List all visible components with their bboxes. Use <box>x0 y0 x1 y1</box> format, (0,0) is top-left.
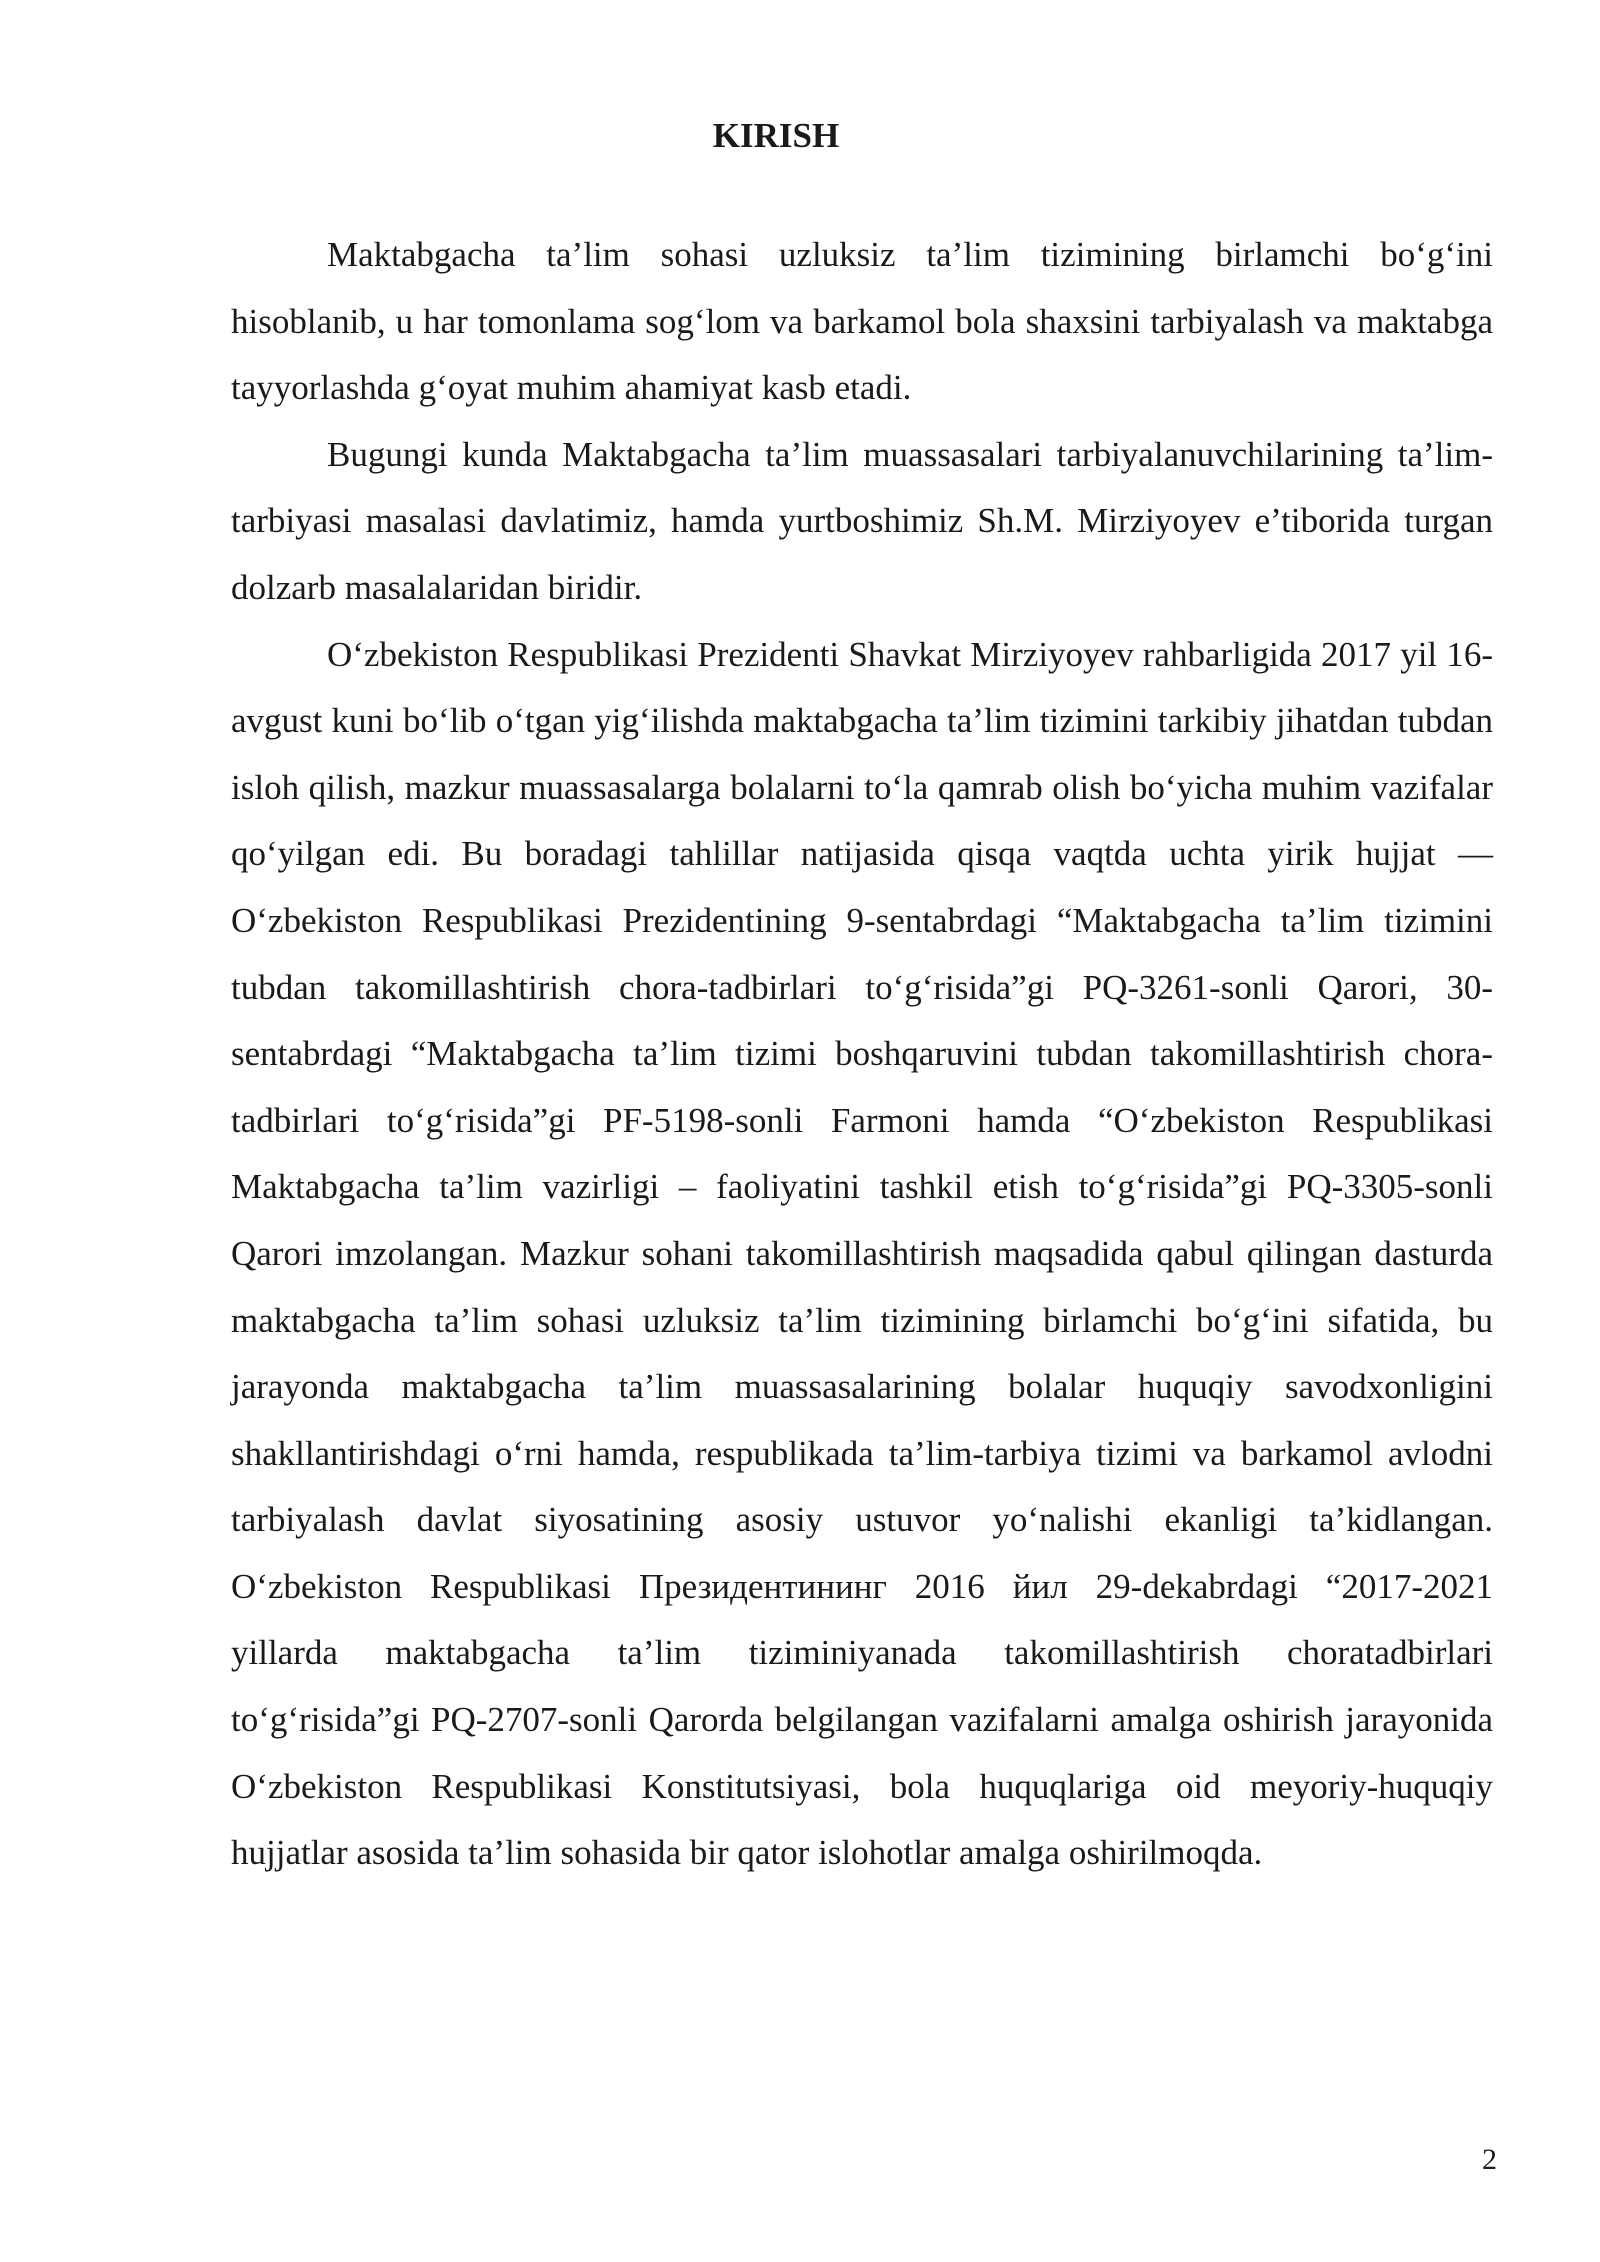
paragraph-1: Maktabgacha ta’lim sohasi uzluksiz ta’lim tizimining birlamchi bo‘g‘ini hisoblanib, u har tomonlama sog‘lom va barkamol bola shaxsini tarbiyalash va maktabga tayyorlashda g‘oyat muhim ahamiyat kasb etadi. <box>231 235 1493 408</box>
body-text <box>231 222 1493 1887</box>
paragraph-2: Bugungi kunda Maktabgacha ta’lim muassasalari tarbiyalanuvchilarining ta’lim-tarbiyasi masalasi davlatimiz, hamda yurtboshimiz Sh.M. Mirziyoyev e’tiborida turgan dolzarb masalalaridan biridir. <box>231 434 1493 607</box>
paragraph-3: O‘zbekiston Respublikasi Prezidenti Shavkat Mirziyoyev rahbarligida 2017 yil 16-avgust kuni bo‘lib o‘tgan yig‘ilishda maktabgacha ta’lim tizimini tarkibiy jihatdan tubdan isloh qilish, mazkur muassasalarga bolalarni to‘la qamrab olish bo‘yicha muhim vazifalar qo‘yilgan edi. Bu boradagi tahlillar natijasida qisqa vaqtda uchta yirik hujjat — O‘zbekiston Respublikasi Prezidentining 9-sentabrdagi “Maktabgacha ta’lim tizimini tubdan takomillashtirish chora-tadbirlari to‘g‘risida”gi PQ-3261-sonli Qarori, 30-sentabrdagi “Maktabgacha ta’lim tizimi boshqaruvini tubdan takomillashtirish chora-tadbirlari to‘g‘risida”gi PF-5198-sonli Farmoni hamda “O‘zbekiston Respublikasi Maktabgacha ta’lim vazirligi – faoliyatini tashkil etish to‘g‘risida”gi PQ-3305-sonli Qarori imzolangan. Mazkur sohani takomillashtirish maqsadida qabul qilingan dasturda maktabgacha ta’lim sohasi uzluksiz ta’lim tizimining birlamchi bo‘g‘ini sifatida, bu jarayonda maktabgacha ta’lim muassasalarining bolalar huquqiy savodxonligini shakllantirishdagi o‘rni hamda, respublikada ta’lim-tarbiya tizimi va barkamol avlodni tarbiyalash davlat siyosatining asosiy ustuvor yo‘nalishi ekanligi ta’kidlangan. O‘zbekiston Respublikasi Президентининг 2016 йил 29-dekabrdagi “2017-2021 yillarda maktabgacha ta’lim tiziminiyanada takomillashtirish choratadbirlari to‘g‘risida”gi PQ-2707-sonli Qarorda belgilangan vazifalarni amalga oshirish jarayonida O‘zbekiston Respublikasi Konstitutsiyasi, bola huquqlariga oid meyoriy-huquqiy hujjatlar asosida ta’lim sohasida bir qator islohotlar amalga oshirilmoqda. <box>231 634 1493 1873</box>
page-heading: KIRISH <box>712 116 840 155</box>
page-number: 2 <box>1482 2143 1497 2176</box>
